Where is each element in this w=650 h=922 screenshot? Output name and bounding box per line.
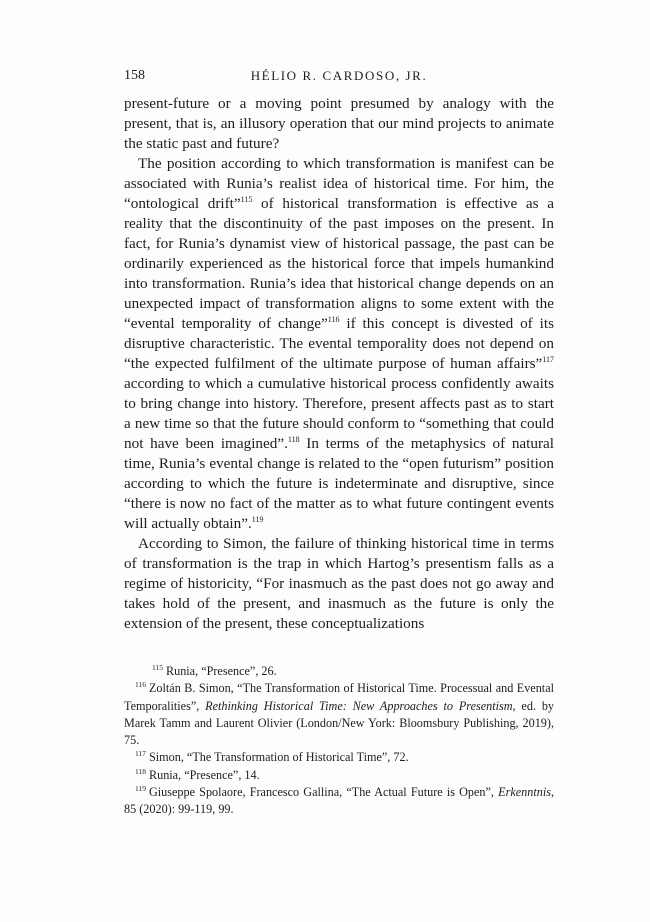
footnote-text: , ed. by Marek Tamm and Laurent Olivier (London/New York: Bloomsbury Publishing, 2019), 75.: [124, 698, 555, 748]
footnote-journal-title: Erkenntnis: [498, 785, 551, 800]
footnote-number: 118: [135, 766, 146, 776]
page-header: [124, 68, 554, 88]
footnote-ref-117: 117: [542, 355, 554, 364]
paragraph-2-part-a: The position according to which transformation is manifest can be associated with Runia’s realist idea of historical time. For him, the “ontological drift”: [124, 155, 554, 212]
paragraph-2-part-b: of historical transformation is effective as a reality that the discontinuity of the past imposes on the present. In fact, for Runia’s dynamist view of historical passage, the past can be ordinarily experienced as the historical force that impels humankind into transformation. Runia’s idea that historical change depends on an unexpected impact of transformation aligns to some extent with the “evental temporality of change”: [124, 195, 554, 332]
footnote-ref-115: 115: [240, 195, 253, 204]
footnote-text: Zoltán B. Simon, “The Transformation of Historical Time. Processual and Evental Temporalities”,: [124, 681, 554, 713]
running-head: HÉLIO R. CARDOSO, JR.: [250, 68, 428, 83]
footnote-text: Simon, “The Transformation of Historical Time”, 72.: [148, 750, 409, 765]
paragraph-2-part-c: if this concept is divested of its disruptive characteristic. The evental temporality does not depend on “the expected fulfilment of the ultimate purpose of human affairs”: [124, 315, 555, 372]
footnote-number: 119: [135, 784, 146, 794]
main-text: [124, 94, 554, 634]
page-number: 158: [124, 68, 145, 83]
footnote-number: 115: [152, 663, 163, 672]
paragraph-2: [124, 154, 554, 534]
footnote-117: [124, 749, 554, 766]
footnote-116: [124, 680, 554, 749]
footnote-119: [124, 784, 554, 819]
footnote-ref-119: 119: [251, 515, 264, 524]
paragraph-3: According to Simon, the failure of thinking historical time in terms of transformation is the trap in which Hartog’s presentism falls as a regime of historicity, “For inasmuch as the past does not go away and takes hold of the present, and inasmuch as the future is only the extension of the present, these conceptualizations: [124, 535, 554, 632]
footnote-text: Runia, “Presence”, 26.: [165, 664, 277, 678]
footnote-text: Runia, “Presence”, 14.: [148, 767, 260, 782]
footnote-ref-118: 118: [287, 435, 300, 444]
paragraph-1: present-future or a moving point presumed by analogy with the present, that is, an illusory operation that our mind projects to animate the static past and future?: [124, 95, 554, 152]
footnote-number: 117: [135, 749, 146, 759]
footnote-number: 116: [135, 680, 146, 690]
footnote-ref-116: 116: [327, 315, 340, 324]
footnotes: [124, 663, 554, 819]
footnote-text: , 85 (2020): 99-119, 99.: [124, 785, 554, 817]
footnote-text: Giuseppe Spolaore, Francesco Gallina, “The Actual Future is Open”,: [148, 785, 499, 800]
paragraph-2-part-e: In terms of the metaphysics of natural time, Runia’s evental change is related to the “open futurism” position according to which the future is indeterminate and disruptive, since “there is now no fact of the matter as to what future contingent events will actually obtain”.: [124, 435, 554, 532]
paragraph-2-part-d: according to which a cumulative historical process confidently awaits to bring change into history. Therefore, present affects past as to start a new time so that the future should conform to “something that could not have been imagined”.: [124, 375, 554, 452]
footnote-115: [124, 663, 554, 680]
footnote-book-title: Rethinking Historical Time: New Approaches to Presentism: [205, 698, 513, 713]
footnote-118: [124, 767, 554, 784]
